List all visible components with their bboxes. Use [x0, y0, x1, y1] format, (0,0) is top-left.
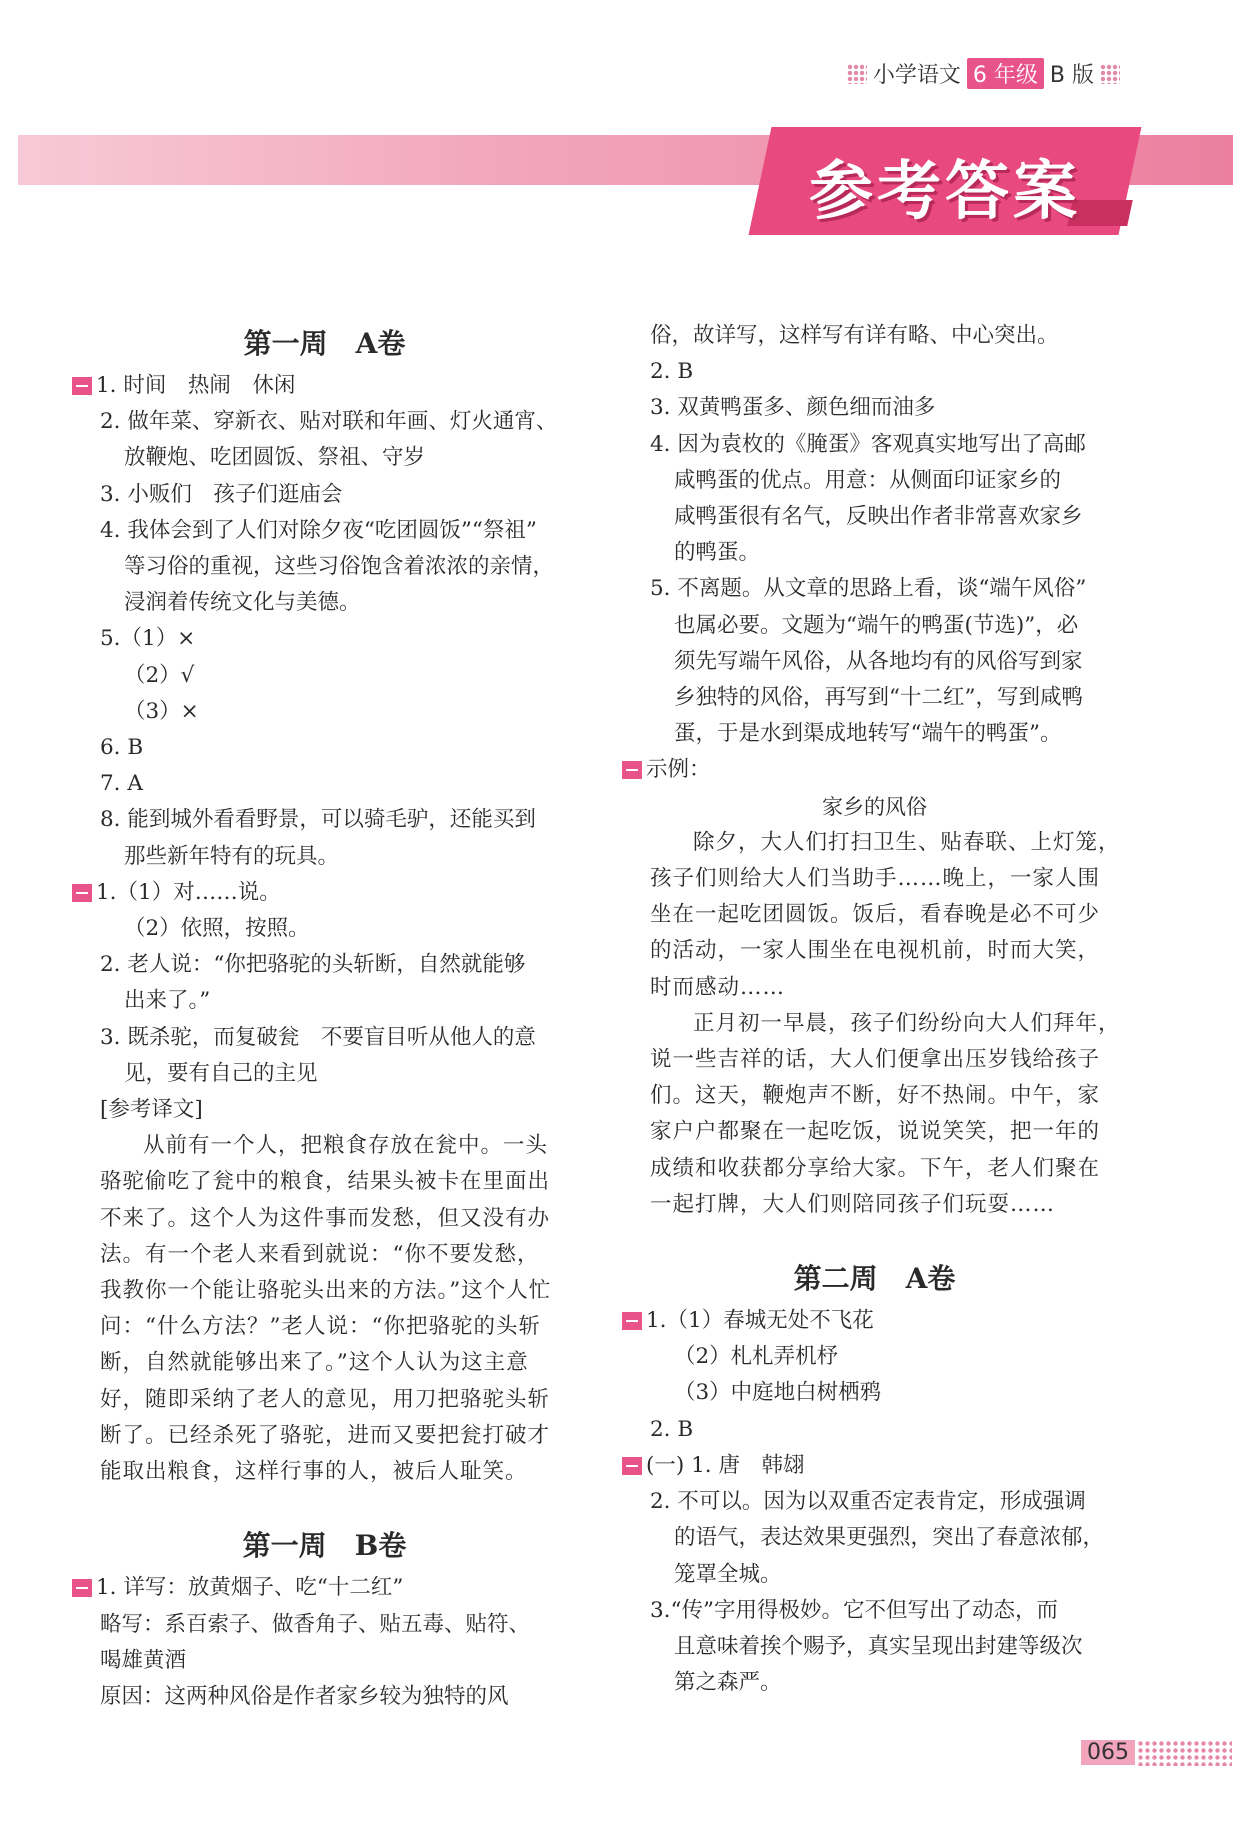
answer-line: [622, 427, 1127, 463]
page-title: 参考答案: [809, 155, 1081, 229]
line-text: 3.“传”字用得极妙。它不但写出了动态，而: [650, 1597, 1058, 1623]
answer-line: [72, 947, 577, 983]
line-text: 2. 老人说：“你把骆驼的头斩断，自然就能够: [100, 952, 526, 978]
line-text: 2. B: [650, 1416, 694, 1442]
line-text: 孩子们则给大人们当助手……晚上，一家人围: [650, 866, 1101, 892]
line-text: 我教你一个能让骆驼头出来的方法。”这个人忙: [100, 1278, 552, 1304]
answer-line: [622, 1339, 1127, 1375]
answer-line: [72, 1092, 577, 1128]
line-text: 2. B: [650, 359, 694, 385]
line-text: 喝雄黄酒: [100, 1647, 187, 1673]
answer-line: [72, 513, 577, 549]
line-text: 6. B: [100, 735, 144, 761]
line-text: 蛋，于是水到渠成地转写“端午的鸭蛋”。: [674, 721, 1062, 747]
answer-line: [622, 390, 1127, 426]
answer-line: [622, 1412, 1127, 1448]
line-text: 们。这天，鞭炮声不断，好不热闹。中午，家: [650, 1083, 1101, 1109]
answer-line: [72, 404, 577, 440]
question-group-start: [622, 752, 1127, 788]
line-text: 除夕，大人们打扫卫生、贴春联、上灯笼，: [693, 829, 1121, 855]
line-text: 第一周 A卷: [243, 327, 406, 360]
paragraph-line: [622, 1187, 1127, 1223]
answer-line: [72, 658, 577, 694]
answer-line: [622, 608, 1127, 644]
answer-line: [72, 440, 577, 476]
header-edition: B 版: [1049, 63, 1094, 88]
line-text: 3. 双黄鸭蛋多、颜色细而油多: [650, 395, 936, 421]
answer-line: [72, 1020, 577, 1056]
paragraph-line: [72, 1418, 577, 1454]
line-text: 略写：系百索子、做香角子、贴五毒、贴符、: [100, 1611, 531, 1637]
question-section-marker-icon: [72, 1579, 92, 1597]
answer-line: [622, 1629, 1127, 1665]
line-text: 说一些吉祥的话，大人们便拿出压岁钱给孩子: [650, 1047, 1101, 1073]
answer-line: [72, 549, 577, 585]
question-group-start: [622, 1448, 1127, 1484]
paragraph-line: [622, 1078, 1127, 1114]
line-text: 坐在一起吃团圆饭。饭后，看春晚是必不可少: [650, 902, 1101, 928]
answer-line: [72, 1607, 577, 1643]
question-group-start: [72, 368, 577, 404]
paragraph-line: [72, 1128, 577, 1164]
line-text: （2）√: [124, 662, 195, 688]
question-section-marker-icon: [622, 1312, 642, 1330]
line-text: 8. 能到城外看看野景，可以骑毛驴，还能买到: [100, 807, 536, 833]
line-text: 3. 既杀驼，而复破瓮 不要盲目听从他人的意: [100, 1024, 536, 1050]
answer-line: [72, 911, 577, 947]
line-text: (一) 1. 唐 韩翃: [646, 1452, 805, 1478]
line-text: 的鸭蛋。: [674, 540, 761, 566]
line-text: 等习俗的重视，这些习俗饱含着浓浓的亲情，: [124, 554, 555, 580]
paragraph-line: [72, 1201, 577, 1237]
question-group-start: [72, 1570, 577, 1606]
page-number-dots-icon: [1137, 1740, 1232, 1766]
line-text: （3）中庭地白树栖鸦: [674, 1380, 882, 1406]
line-text: （3）×: [124, 698, 199, 724]
line-text: 法。有一个老人来看到就说：“你不要发愁，: [100, 1241, 540, 1267]
paragraph-line: [622, 1114, 1127, 1150]
answer-line: [622, 499, 1127, 535]
line-text: 且意味着挨个赐予，真实呈现出封建等级次: [674, 1633, 1083, 1659]
paragraph-line: [72, 1237, 577, 1273]
line-text: 5. 不离题。从文章的思路上看，谈“端午风俗”: [650, 576, 1087, 602]
line-text: 7. A: [100, 771, 143, 797]
answer-line: [72, 802, 577, 838]
answer-line: [72, 766, 577, 802]
section-heading: [72, 324, 577, 364]
answer-line: [72, 621, 577, 657]
question-section-marker-icon: [622, 1457, 642, 1475]
answer-line: [72, 1643, 577, 1679]
line-text: 时而感动……: [650, 974, 786, 1000]
line-text: 1. 时间 热闹 休闲: [96, 373, 296, 398]
line-text: 5.（1）×: [100, 626, 196, 652]
paragraph-line: [72, 1273, 577, 1309]
answer-line: [622, 318, 1127, 354]
line-text: 1. 详写：放黄烟子、吃“十二红”: [96, 1575, 404, 1601]
paragraph-line: [72, 1382, 577, 1418]
line-text: 第之森严。: [674, 1670, 782, 1696]
essay-title: [622, 789, 1127, 825]
answer-line: [622, 535, 1127, 571]
line-text: 那些新年特有的玩具。: [124, 843, 340, 869]
question-section-marker-icon: [622, 761, 642, 779]
line-text: 家乡的风俗: [822, 794, 927, 819]
decorative-dots-icon: [1100, 64, 1120, 84]
paragraph-line: [72, 1164, 577, 1200]
line-text: 第一周 B卷: [242, 1529, 407, 1563]
answer-line: [72, 983, 577, 1019]
section-gap: [622, 1223, 1127, 1253]
decorative-dots-icon: [847, 64, 867, 84]
paragraph-line: [622, 1151, 1127, 1187]
header-subject: 小学语文: [872, 63, 961, 88]
line-text: 浸润着传统文化与美德。: [124, 590, 361, 616]
line-text: 笼罩全城。: [674, 1561, 782, 1587]
line-text: 见，要有自己的主见: [124, 1060, 318, 1086]
line-text: 的活动，一家人围坐在电视机前，时而大笑，: [650, 938, 1101, 964]
page-header: [847, 58, 1120, 89]
line-text: 好，随即采纳了老人的意见，用刀把骆驼头斩: [100, 1386, 551, 1412]
line-text: 俗，故详写，这样写有详有略、中心突出。: [650, 323, 1059, 348]
answer-line: [622, 644, 1127, 680]
paragraph-line: [622, 933, 1127, 969]
line-text: 也属必要。文题为“端午的鸭蛋(节选)”，必: [674, 612, 1079, 638]
line-text: 出来了。”: [124, 988, 211, 1014]
line-text: 正月初一早晨，孩子们纷纷向大人们拜年，: [693, 1010, 1121, 1036]
answer-line: [622, 1593, 1127, 1629]
answer-line: [622, 680, 1127, 716]
paragraph-line: [622, 970, 1127, 1006]
question-group-start: [622, 1303, 1127, 1339]
line-text: 3. 小贩们 孩子们逛庙会: [100, 481, 343, 507]
line-text: 不来了。这个人为这件事而发愁，但又没有办: [100, 1205, 551, 1231]
paragraph-line: [72, 1345, 577, 1381]
line-text: 1.（1）对……说。: [96, 879, 281, 905]
line-text: 2. 做年菜、穿新衣、贴对联和年画、灯火通宵、: [100, 409, 558, 435]
line-text: 能取出粮食，这样行事的人，被后人耻笑。: [100, 1459, 528, 1485]
line-text: 1.（1）春城无处不飞花: [646, 1308, 874, 1334]
answer-line: [622, 571, 1127, 607]
paragraph-line: [622, 897, 1127, 933]
line-text: 断，自然就能够出来了。”这个人认为这主意: [100, 1350, 529, 1376]
paragraph-line: [622, 825, 1127, 861]
line-text: 一起打牌，大人们则陪同孩子们玩耍……: [650, 1191, 1056, 1217]
line-text: 问：“什么方法？”老人说：“你把骆驼的头斩: [100, 1314, 541, 1340]
line-text: 示例：: [646, 757, 711, 783]
page-number: 065: [1081, 1740, 1135, 1765]
question-section-marker-icon: [72, 884, 92, 902]
answer-line: [72, 1679, 577, 1715]
line-text: 放鞭炮、吃团圆饭、祭祖、守岁: [124, 445, 426, 471]
line-text: 4. 我体会到了人们对除夕夜“吃团圆饭”“祭祖”: [100, 517, 537, 543]
section-heading: [72, 1526, 577, 1566]
answer-line: [72, 694, 577, 730]
question-group-start: [72, 875, 577, 911]
line-text: 的语气，表达效果更强烈，突出了春意浓郁，: [674, 1525, 1105, 1551]
answer-line: [72, 585, 577, 621]
header-grade: 6 年级: [967, 58, 1044, 89]
answer-line: [622, 1665, 1127, 1701]
answer-line: [72, 1056, 577, 1092]
answer-line: [622, 1484, 1127, 1520]
paragraph-line: [72, 1454, 577, 1490]
line-text: 从前有一个人，把粮食存放在瓮中。一头: [143, 1133, 549, 1159]
line-text: 须先写端午风俗，从各地均有的风俗写到家: [674, 648, 1083, 674]
line-text: 第二周 A卷: [793, 1262, 956, 1296]
line-text: 2. 不可以。因为以双重否定表肯定，形成强调: [650, 1489, 1086, 1515]
line-text: 原因：这两种风俗是作者家乡较为独特的风: [100, 1683, 509, 1709]
line-text: 乡独特的风俗，再写到“十二红”，写到咸鸭: [674, 685, 1083, 711]
line-text: 家户户都聚在一起吃饭，说说笑笑，把一年的: [650, 1119, 1101, 1145]
paragraph-line: [622, 1006, 1127, 1042]
answer-line: [622, 716, 1127, 752]
answer-line: [622, 1557, 1127, 1593]
section-heading: [622, 1259, 1127, 1299]
answer-line: [622, 1375, 1127, 1411]
question-section-marker-icon: [72, 377, 92, 395]
left-column: [72, 318, 577, 1715]
line-text: 咸鸭蛋很有名气，反映出作者非常喜欢家乡: [674, 504, 1083, 530]
answer-line: [72, 477, 577, 513]
line-text: 4. 因为袁枚的《腌蛋》客观真实地写出了高邮: [650, 431, 1086, 457]
paragraph-line: [72, 1309, 577, 1345]
answer-line: [622, 1520, 1127, 1556]
paragraph-line: [622, 861, 1127, 897]
line-text: 成绩和收获都分享给大家。下午，老人们聚在: [650, 1155, 1101, 1181]
line-text: 骆驼偷吃了瓮中的粮食，结果头被卡在里面出: [100, 1169, 551, 1195]
line-text: （2）依照，按照。: [124, 916, 310, 942]
answer-line: [622, 463, 1127, 499]
line-text: 咸鸭蛋的优点。用意：从侧面印证家乡的: [674, 467, 1062, 493]
line-text: （2）札札弄机杼: [674, 1344, 839, 1370]
answer-line: [72, 730, 577, 766]
section-gap: [72, 1490, 577, 1520]
line-text: 断了。已经杀死了骆驼，进而又要把瓮打破才: [100, 1422, 551, 1448]
answer-line: [622, 354, 1127, 390]
paragraph-line: [622, 1042, 1127, 1078]
line-text: [参考译文]: [100, 1097, 203, 1123]
answer-line: [72, 839, 577, 875]
right-column: [622, 318, 1127, 1701]
